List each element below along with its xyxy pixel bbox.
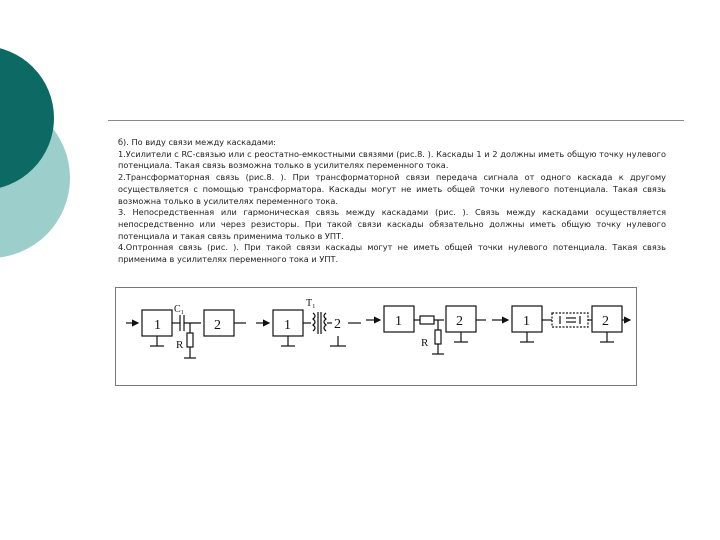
paragraph-heading: б). По виду связи между каскадами: — [118, 137, 277, 147]
rc-cascade1-label: 1 — [154, 318, 161, 333]
opt-cascade2-label: 2 — [602, 314, 609, 329]
coupling-diagram-svg — [116, 288, 636, 385]
coupling-diagram — [115, 287, 637, 386]
rc-capacitor-label: C₁ — [174, 304, 185, 315]
dc-resistor-label: R — [421, 337, 429, 349]
transformer-primary-coil — [313, 313, 315, 331]
decorative-circles — [0, 0, 120, 300]
tr-cascade2-label: 2 — [334, 317, 341, 332]
paragraph-rc: 1.Усилители с RC-связью или с реостатно-емкостными связями (рис.8. ). Каскады 1 и 2 должны иметь общую точку нулевого потенциала. Такая связь возможна только в усилителях переменного тока. — [118, 148, 666, 171]
dc-cascade1-label: 1 — [395, 314, 402, 329]
opt-cascade1-label: 1 — [523, 314, 530, 329]
horizontal-rule — [108, 120, 684, 121]
paragraph-optron: 4.Оптронная связь (рис. ). При такой связи каскады могут не иметь общей точки нулевого потенциала. Такая связь применима в усилителях переменного тока и УПТ. — [118, 242, 666, 265]
dc-shunt-resistor — [435, 330, 441, 344]
transformer-secondary-coil — [324, 313, 326, 331]
rc-resistor-label: R — [176, 339, 184, 351]
dc-cascade2-label: 2 — [456, 314, 463, 329]
tr-transformer-label: T₁ — [306, 298, 316, 309]
rc-coupling-circuit — [126, 304, 246, 358]
transformer-coupling-circuit — [256, 298, 361, 346]
dc-series-resistor — [420, 316, 434, 324]
paragraph-transformer: 2.Трансформаторная связь (рис.8. ). При трансформаторной связи передача сигнала от одного каскада к другому осуществляется с помощью трансформатора. Каскады могут не иметь общей точки нулевого потенциала. Такая связь возможна только в усилителях переменного тока. — [118, 172, 666, 206]
paragraph-direct: 3. Непосредственная или гармоническая связь между каскадами (рис. ). Связь между каскадами осуществляется непосредственно или через резисторы. При такой связи каскады обязательно должны иметь общую точку нулевого потенциала и такая связь применима только в УПТ. — [118, 207, 666, 241]
rc-resistor — [187, 333, 193, 347]
text-block — [118, 137, 666, 266]
rc-cascade2-label: 2 — [214, 318, 221, 333]
tr-cascade1-label: 1 — [284, 318, 291, 333]
direct-coupling-circuit — [366, 306, 486, 354]
optron-coupling-circuit — [492, 306, 630, 342]
optocoupler — [552, 313, 588, 327]
